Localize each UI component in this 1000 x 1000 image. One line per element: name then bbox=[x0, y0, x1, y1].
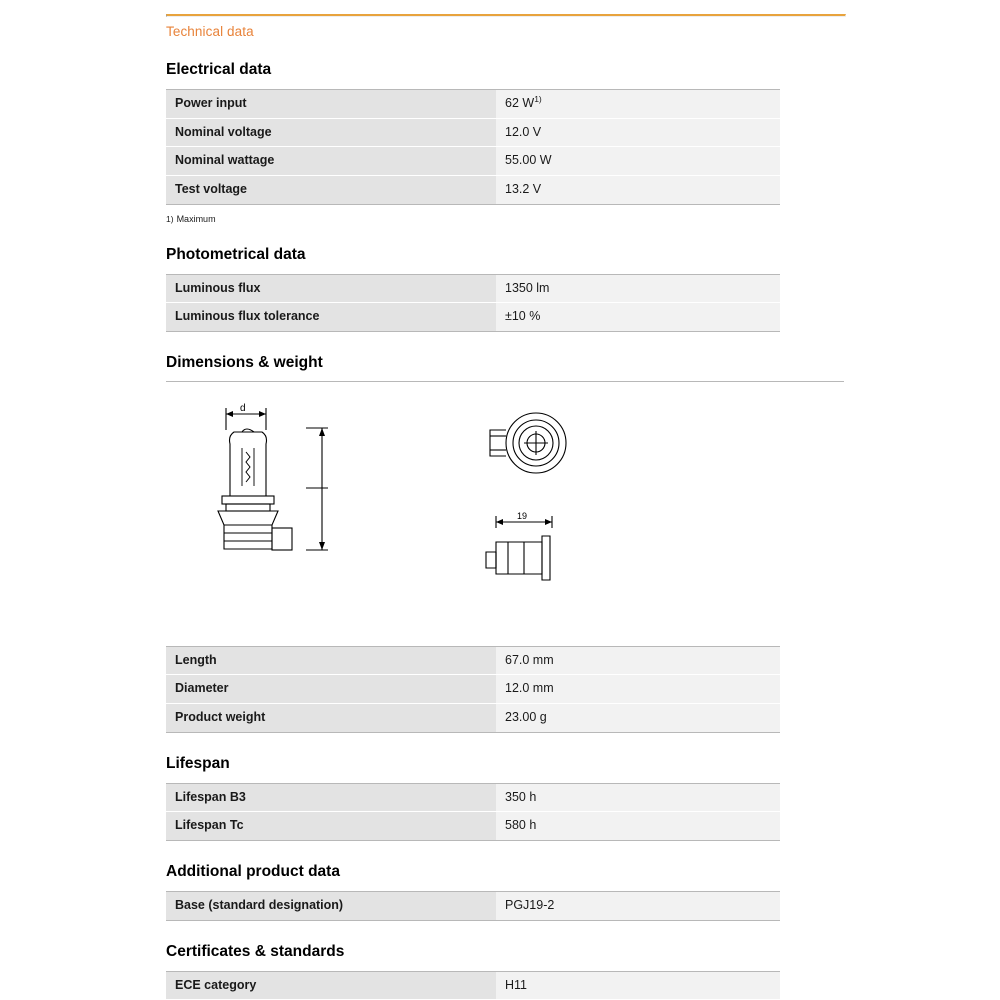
row-label: Luminous flux bbox=[166, 274, 496, 303]
footnote-ref: 1) bbox=[534, 93, 542, 104]
certificates-table bbox=[166, 971, 780, 1000]
table-row bbox=[166, 175, 780, 204]
technical-data-kicker: Technical data bbox=[166, 24, 254, 39]
table-row bbox=[166, 891, 780, 920]
row-value: ±10 % bbox=[496, 303, 780, 332]
base-front-drawing bbox=[486, 400, 606, 500]
dimensions-weight-title: Dimensions & weight bbox=[166, 354, 844, 382]
row-label: Luminous flux tolerance bbox=[166, 303, 496, 332]
document-content bbox=[166, 14, 844, 1000]
table-row bbox=[166, 274, 780, 303]
table-row bbox=[166, 783, 780, 812]
row-label: ECE category bbox=[166, 971, 496, 1000]
row-value: 12.0 mm bbox=[496, 675, 780, 704]
footnote-text: Maximum bbox=[176, 213, 216, 224]
row-label: Lifespan B3 bbox=[166, 783, 496, 812]
row-value: PGJ19-2 bbox=[496, 891, 780, 920]
row-value: 1350 lm bbox=[496, 274, 780, 303]
diameter-label: d bbox=[240, 402, 246, 414]
table-row bbox=[166, 303, 780, 332]
row-value: H11 bbox=[496, 971, 780, 1000]
footnote-mark: 1) bbox=[166, 213, 174, 224]
row-value: 350 h bbox=[496, 783, 780, 812]
table-row bbox=[166, 971, 780, 1000]
table-row bbox=[166, 675, 780, 704]
bulb-drawing bbox=[202, 400, 402, 620]
certificates-standards-title: Certificates & standards bbox=[166, 942, 345, 960]
lifespan-title: Lifespan bbox=[166, 754, 230, 772]
row-label: Product weight bbox=[166, 704, 496, 733]
table-row bbox=[166, 90, 780, 119]
electrical-data-title: Electrical data bbox=[166, 61, 272, 78]
dimensions-table bbox=[166, 646, 780, 733]
row-label: Nominal wattage bbox=[166, 147, 496, 176]
electrical-data-table bbox=[166, 89, 780, 205]
row-value: 67.0 mm bbox=[496, 646, 780, 675]
row-label: Length bbox=[166, 646, 496, 675]
row-value: 23.00 g bbox=[496, 704, 780, 733]
row-value: 12.0 V bbox=[496, 118, 780, 147]
base-width-label: 19 bbox=[517, 510, 528, 521]
lifespan-table bbox=[166, 783, 780, 841]
table-row bbox=[166, 646, 780, 675]
table-row bbox=[166, 147, 780, 176]
electrical-footnote bbox=[166, 214, 844, 224]
photometrical-data-table bbox=[166, 274, 780, 332]
row-value bbox=[496, 90, 780, 119]
additional-product-data-table bbox=[166, 891, 780, 921]
base-side-drawing bbox=[484, 508, 614, 618]
row-label: Power input bbox=[166, 90, 496, 119]
row-value: 55.00 W bbox=[496, 147, 780, 176]
row-label: Base (standard designation) bbox=[166, 891, 496, 920]
table-row bbox=[166, 704, 780, 733]
table-row bbox=[166, 118, 780, 147]
photometrical-data-title: Photometrical data bbox=[166, 245, 306, 263]
top-accent-rule bbox=[166, 14, 846, 17]
row-label: Nominal voltage bbox=[166, 118, 496, 147]
row-label: Lifespan Tc bbox=[166, 812, 496, 841]
row-value-text: 62 W bbox=[505, 96, 535, 110]
additional-product-data-title: Additional product data bbox=[166, 862, 340, 880]
row-label: Diameter bbox=[166, 675, 496, 704]
row-label: Test voltage bbox=[166, 175, 496, 204]
row-value: 13.2 V bbox=[496, 175, 780, 204]
product-drawings bbox=[166, 388, 844, 638]
row-value: 580 h bbox=[496, 812, 780, 841]
table-row bbox=[166, 812, 780, 841]
